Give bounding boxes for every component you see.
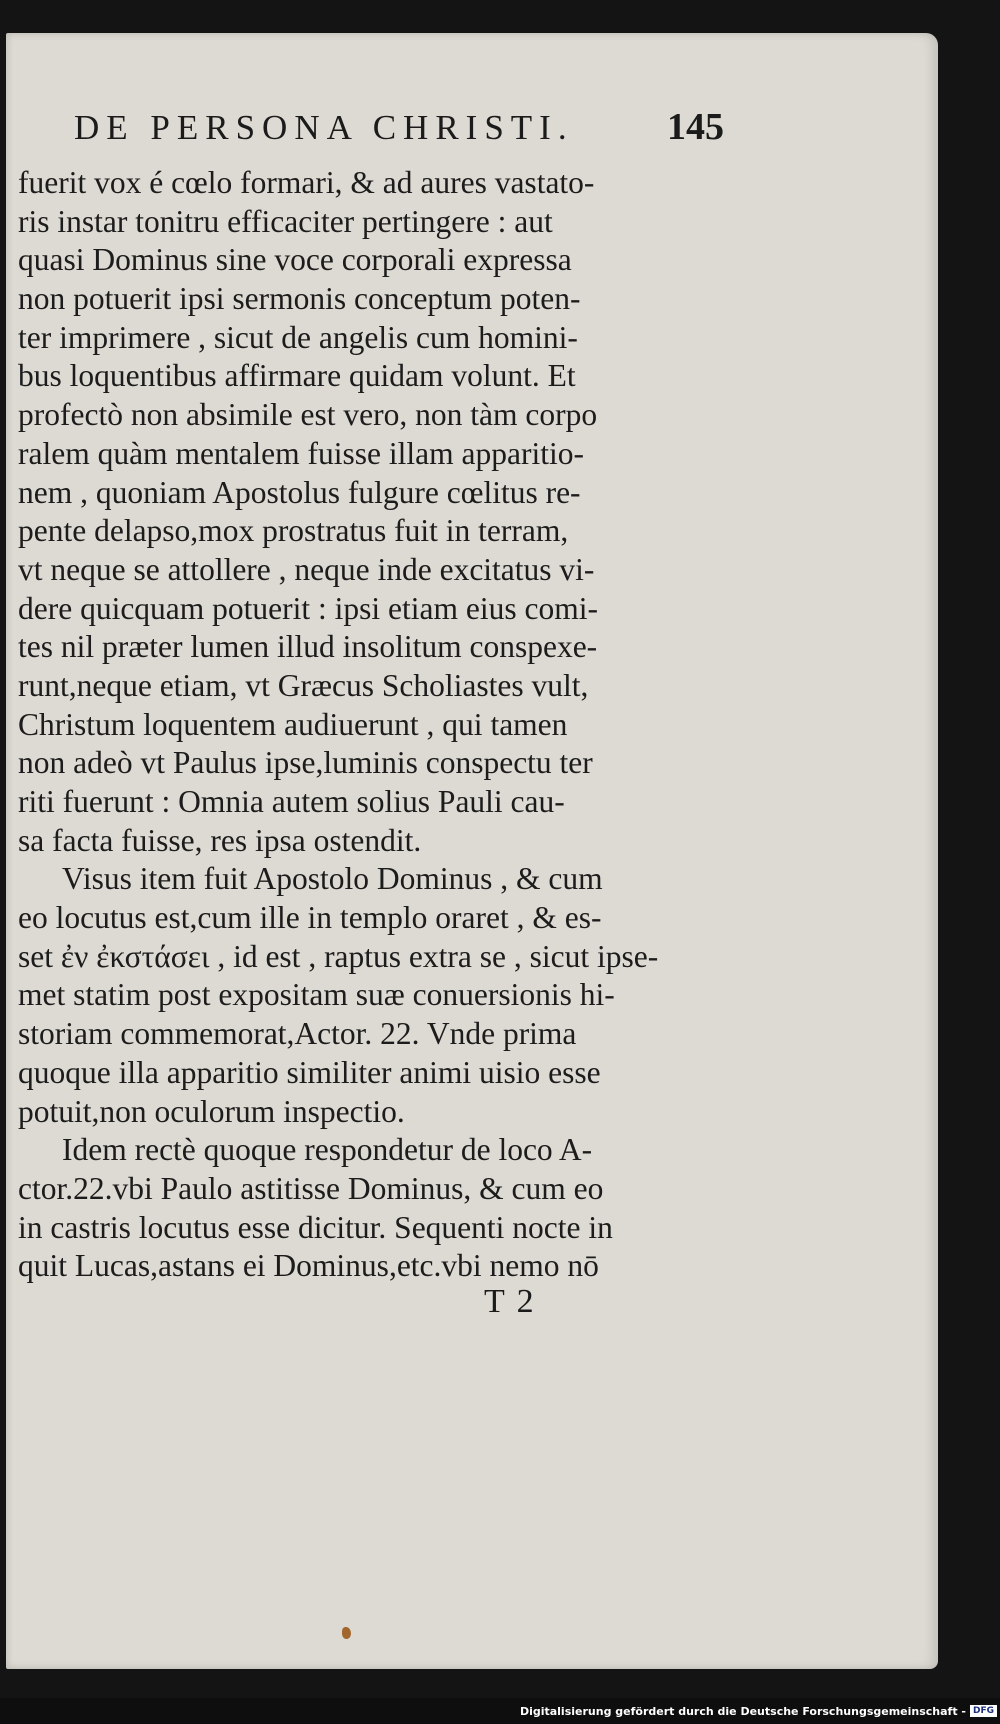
text-line: Christum loquentem audiuerunt , qui tamen bbox=[18, 706, 568, 742]
text-line: ris instar tonitru efficaciter pertingere : aut bbox=[18, 203, 553, 239]
text-line: tes nil præter lumen illud insolitum conspexe- bbox=[18, 629, 598, 665]
text-line: nem , quoniam Apostolus fulgure cœlitus re- bbox=[18, 474, 581, 510]
text-line: dere quicquam potuerit : ipsi etiam eius comi- bbox=[18, 590, 598, 626]
text-line: profectò non absimile est vero, non tàm corpo bbox=[18, 397, 598, 433]
text-line: potuit,non oculorum inspectio. bbox=[18, 1093, 405, 1129]
signature-mark: T 2 bbox=[484, 1283, 536, 1320]
footer-credit: Digitalisierung gefördert durch die Deutsche Forschungsgemeinschaft - bbox=[519, 1705, 966, 1718]
text-line: pente delapso,mox prostratus fuit in terram, bbox=[18, 513, 569, 549]
text-line: in castris locutus esse dicitur. Sequenti nocte in bbox=[18, 1209, 613, 1245]
text-line: non adeò vt Paulus ipse,luminis conspectu ter bbox=[18, 745, 593, 781]
text-line: vt neque se attollere , neque inde excitatus vi- bbox=[18, 551, 595, 587]
text-line: quasi Dominus sine voce corporali expressa bbox=[18, 242, 572, 278]
text-line: quoque illa apparitio similiter animi uisio esse bbox=[18, 1054, 601, 1090]
text-line: Visus item fuit Apostolo Dominus , & cum bbox=[62, 861, 603, 897]
dfg-logo-icon: DFG bbox=[970, 1705, 997, 1717]
text-line: ctor.22.vbi Paulo astitisse Dominus, & cum eo bbox=[18, 1170, 604, 1206]
footer-bar bbox=[0, 1698, 1000, 1724]
text-line: non potuerit ipsi sermonis conceptum poten- bbox=[18, 281, 581, 317]
text-line: eo locutus est,cum ille in templo oraret , & es- bbox=[18, 900, 602, 936]
text-line: storiam commemorat,Actor. 22. Vnde prima bbox=[18, 1016, 577, 1052]
text-line: Idem rectè quoque respondetur de loco A- bbox=[62, 1132, 593, 1168]
text-line: met statim post expositam suæ conuersionis hi- bbox=[18, 977, 615, 1013]
ink-speck-icon bbox=[342, 1627, 351, 1639]
text-line: runt,neque etiam, vt Græcus Scholiastes vult, bbox=[18, 667, 589, 703]
text-line: riti fuerunt : Omnia autem solius Pauli cau- bbox=[18, 784, 565, 819]
text-line: quit Lucas,astans ei Dominus,etc.vbi nemo nō bbox=[18, 1248, 599, 1284]
text-line: ralem quàm mentalem fuisse illam apparitio- bbox=[18, 435, 584, 471]
body-text bbox=[18, 164, 720, 1286]
page-header bbox=[74, 105, 724, 155]
page-number: 145 bbox=[667, 106, 724, 148]
text-line: set ἐν ἐκστάσει , id est , raptus extra se , sicut ipse- bbox=[18, 938, 659, 974]
text-line: fuerit vox é cœlo formari, & ad aures vastato- bbox=[18, 165, 595, 200]
text-line: ter imprimere , sicut de angelis cum homini- bbox=[18, 319, 578, 355]
text-line: bus loquentibus affirmare quidam volunt. Et bbox=[18, 358, 576, 394]
running-title: DE PERSONA CHRISTI. bbox=[74, 108, 574, 147]
text-line: sa facta fuisse, res ipsa ostendit. bbox=[18, 822, 422, 858]
